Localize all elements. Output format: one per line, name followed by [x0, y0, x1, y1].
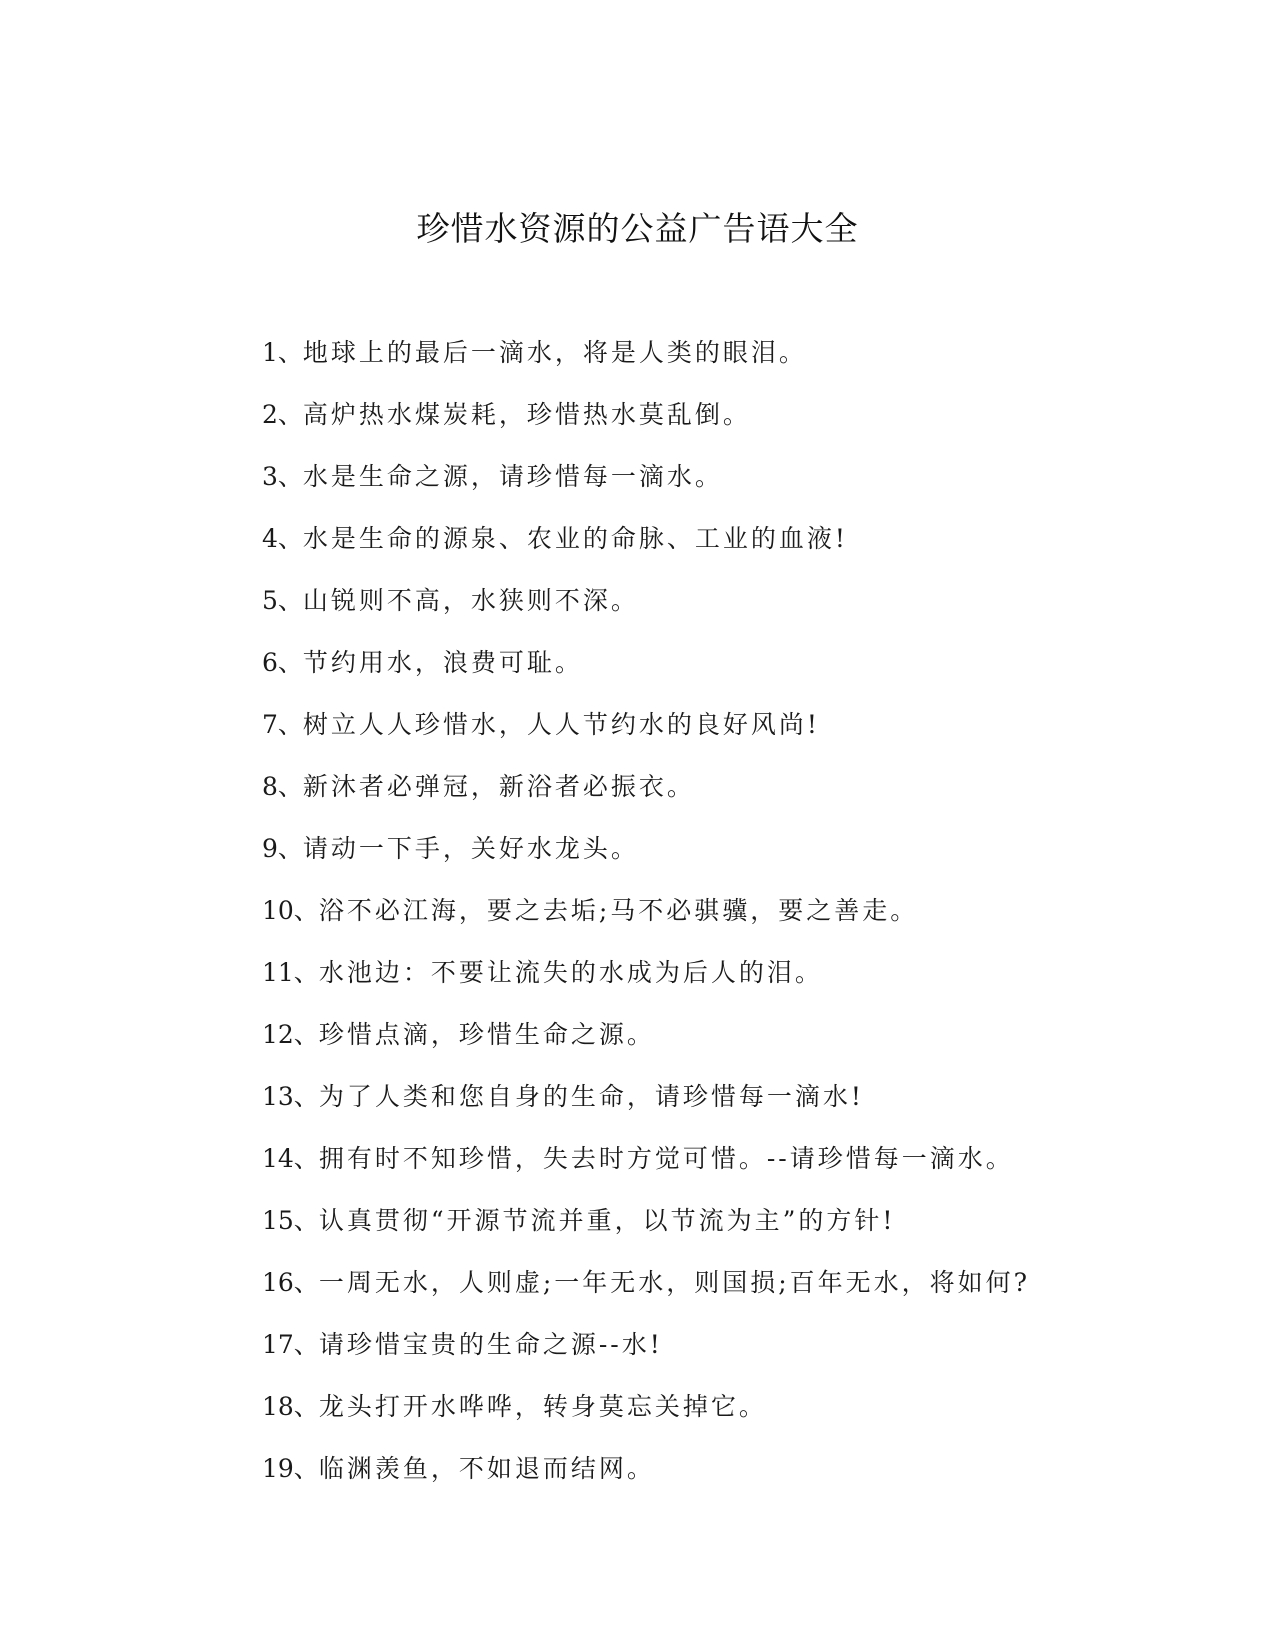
slogan-item [262, 446, 1162, 508]
slogan-item [262, 818, 1162, 880]
slogan-item [262, 1252, 1162, 1314]
page-title: 珍惜水资源的公益广告语大全 [416, 209, 859, 248]
slogan-number: 7、 [262, 710, 303, 739]
slogan-text: 水池边：不要让流失的水成为后人的泪。 [318, 958, 823, 987]
slogan-number: 11、 [262, 958, 319, 987]
slogan-number: 9、 [262, 834, 303, 863]
slogan-text: 新沐者必弹冠，新浴者必振衣。 [302, 772, 695, 801]
slogan-number: 5、 [262, 586, 303, 615]
slogan-number: 19、 [262, 1454, 319, 1483]
slogan-text: 请珍惜宝贵的生命之源--水! [318, 1330, 663, 1359]
slogan-list [262, 322, 1162, 1500]
slogan-text: 山锐则不高，水狭则不深。 [302, 586, 639, 615]
slogan-number: 1、 [262, 338, 303, 367]
slogan-item [262, 756, 1162, 818]
slogan-number: 8、 [262, 772, 303, 801]
slogan-item [262, 1376, 1162, 1438]
slogan-item [262, 1004, 1162, 1066]
slogan-text: 树立人人珍惜水，人人节约水的良好风尚! [302, 710, 820, 739]
slogan-text: 认真贯彻“开源节流并重，以节流为主”的方针! [318, 1206, 896, 1235]
slogan-number: 16、 [262, 1268, 319, 1297]
slogan-item [262, 880, 1162, 942]
slogan-text: 龙头打开水哗哗，转身莫忘关掉它。 [318, 1392, 767, 1421]
slogan-number: 17、 [262, 1330, 319, 1359]
slogan-text: 拥有时不知珍惜，失去时方觉可惜。--请珍惜每一滴水。 [318, 1144, 1014, 1173]
slogan-number: 4、 [262, 524, 303, 553]
slogan-text: 为了人类和您自身的生命，请珍惜每一滴水! [318, 1082, 864, 1111]
slogan-text: 高炉热水煤炭耗，珍惜热水莫乱倒。 [302, 400, 751, 429]
slogan-text: 浴不必江海，要之去垢;马不必骐骥，要之善走。 [318, 896, 919, 925]
slogan-text: 节约用水，浪费可耻。 [302, 648, 583, 677]
slogan-item [262, 508, 1162, 570]
slogan-item [262, 570, 1162, 632]
slogan-item [262, 322, 1162, 384]
slogan-number: 2、 [262, 400, 303, 429]
slogan-text: 请动一下手，关好水龙头。 [302, 834, 639, 863]
slogan-number: 14、 [262, 1144, 319, 1173]
slogan-item [262, 1438, 1162, 1500]
slogan-text: 水是生命之源，请珍惜每一滴水。 [302, 462, 723, 491]
slogan-item [262, 1128, 1162, 1190]
slogan-text: 临渊羡鱼，不如退而结网。 [318, 1454, 655, 1483]
slogan-item [262, 384, 1162, 446]
slogan-text: 地球上的最后一滴水，将是人类的眼泪。 [302, 338, 807, 367]
slogan-text: 一周无水，人则虚;一年无水，则国损;百年无水，将如何? [318, 1268, 1031, 1297]
slogan-number: 12、 [262, 1020, 319, 1049]
slogan-text: 珍惜点滴，珍惜生命之源。 [318, 1020, 655, 1049]
slogan-number: 6、 [262, 648, 303, 677]
slogan-item [262, 694, 1162, 756]
slogan-item [262, 942, 1162, 1004]
slogan-item [262, 1190, 1162, 1252]
slogan-item [262, 632, 1162, 694]
slogan-number: 13、 [262, 1082, 319, 1111]
slogan-item [262, 1066, 1162, 1128]
slogan-number: 15、 [262, 1206, 319, 1235]
slogan-number: 10、 [262, 896, 319, 925]
slogan-number: 18、 [262, 1392, 319, 1421]
slogan-number: 3、 [262, 462, 303, 491]
slogan-item [262, 1314, 1162, 1376]
slogan-text: 水是生命的源泉、农业的命脉、工业的血液! [302, 524, 848, 553]
